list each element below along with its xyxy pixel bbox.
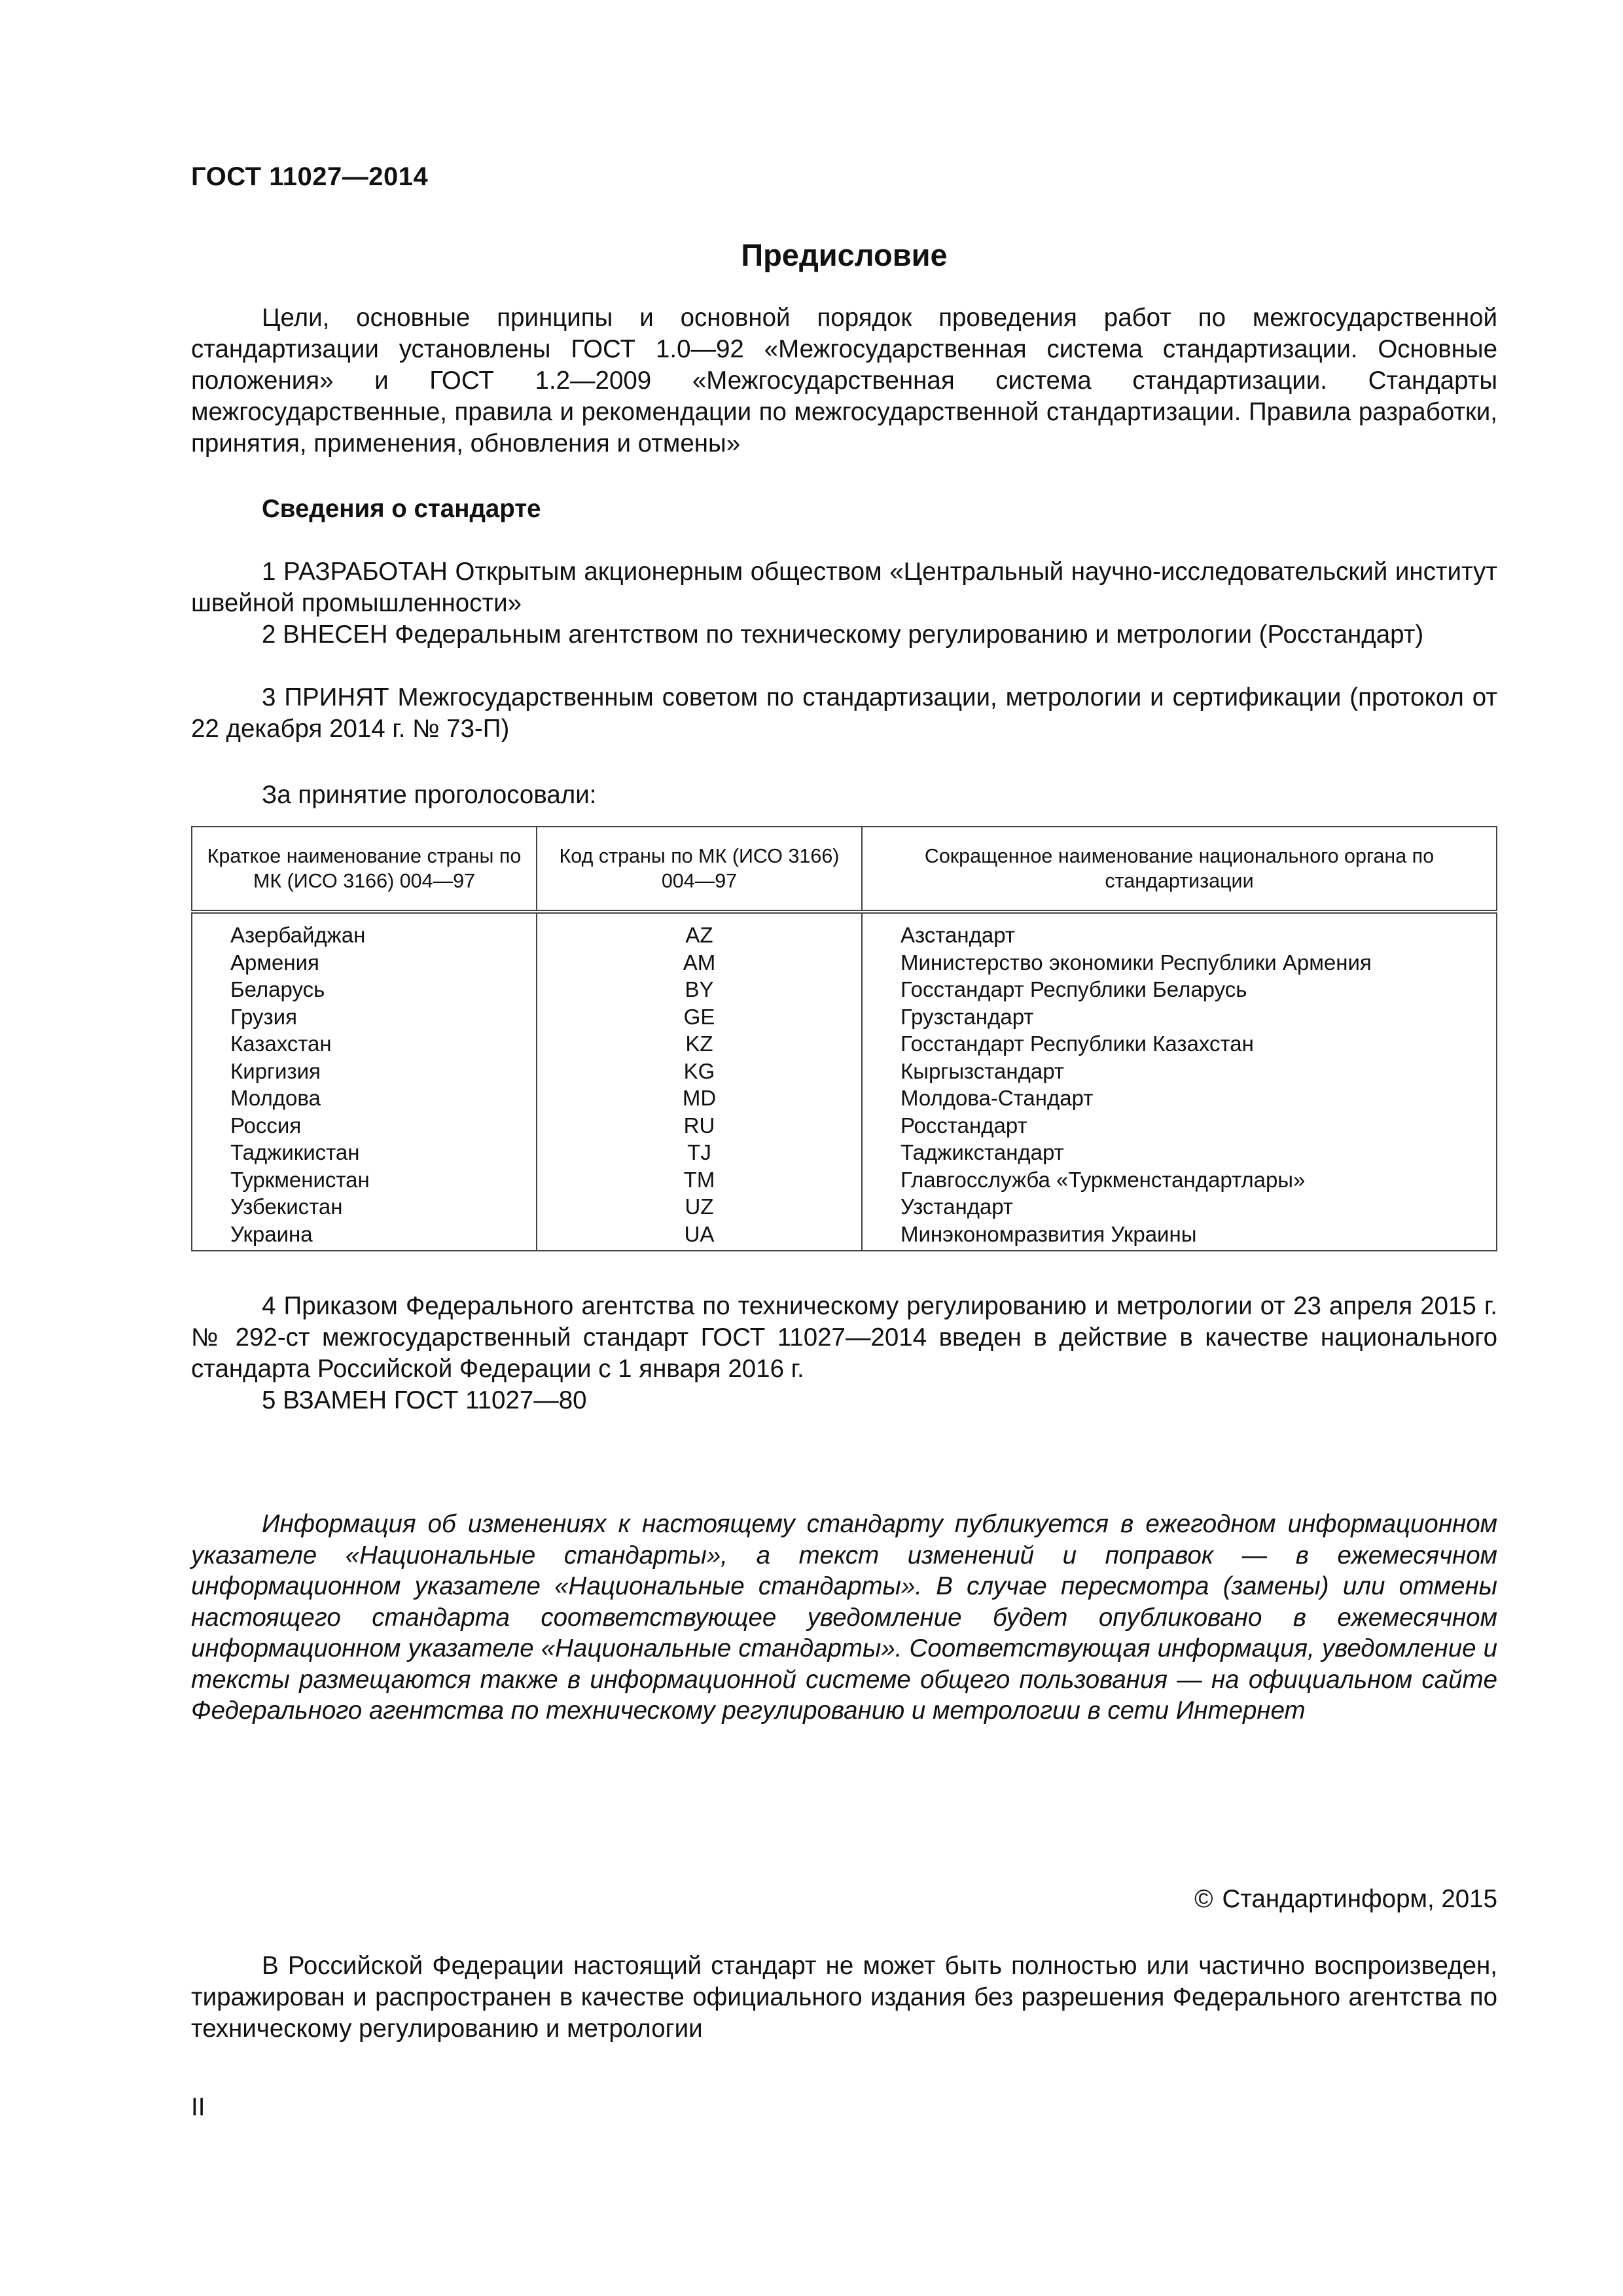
standards-body: Главгосслужба «Туркменстандартлары» — [862, 1166, 1497, 1194]
table-header-row — [192, 827, 1497, 912]
info-item-1: 1 РАЗРАБОТАН Открытым акционерным обществом «Центральный научно-исследовательский институт швейной промышленности» — [191, 558, 1497, 617]
info-item-3: 3 ПРИНЯТ Межгосударственным советом по стандартизации, метрологии и сертификации (протокол от 22 декабря 2014 г. № 73-П) — [191, 683, 1497, 743]
header-country: Краткое наименование страны по МК (ИСО 3166) 004—97 — [192, 827, 537, 912]
info-item-5: 5 ВЗАМЕН ГОСТ 11027—80 — [262, 1386, 587, 1414]
country-name: Узбекистан — [192, 1193, 537, 1221]
document-id: ГОСТ 11027—2014 — [191, 162, 429, 191]
info-item-2: 2 ВНЕСЕН Федеральным агентством по техническому регулированию и метрологии (Росстандарт) — [262, 620, 1424, 649]
table-row — [192, 1221, 1497, 1251]
country-code: TM — [537, 1166, 862, 1194]
header-code: Код страны по МК (ИСО 3166) 004—97 — [537, 827, 862, 912]
country-code: KG — [537, 1058, 862, 1085]
table-row — [192, 1139, 1497, 1166]
standards-body: Минэкономразвития Украины — [862, 1221, 1497, 1251]
country-code: GE — [537, 1003, 862, 1031]
copyright — [1194, 1885, 1497, 1914]
info-item-4: 4 Приказом Федерального агентства по техническому регулированию и метрологии от 23 апреля 2015 г. № 292-ст межгосударственный стандарт ГОСТ 11027—2014 введен в действие в качестве национального стандарта Российской Федерации с 1 января 2016 г. — [191, 1292, 1497, 1383]
copyright-text: Стандартинформ, 2015 — [1222, 1885, 1497, 1913]
country-code: AM — [537, 949, 862, 977]
standards-body: Кыргызстандарт — [862, 1058, 1497, 1085]
country-name: Украина — [192, 1221, 537, 1251]
page-title: Предисловие — [741, 238, 948, 272]
country-code: MD — [537, 1085, 862, 1112]
country-code: RU — [537, 1112, 862, 1139]
standards-body: Азстандарт — [862, 912, 1497, 949]
standards-body: Таджикстандарт — [862, 1139, 1497, 1166]
country-name: Беларусь — [192, 976, 537, 1003]
country-name: Казахстан — [192, 1030, 537, 1058]
page-number: II — [191, 2093, 205, 2121]
table-row — [192, 1166, 1497, 1194]
country-name: Грузия — [192, 1003, 537, 1031]
table-row — [192, 1112, 1497, 1139]
country-code: TJ — [537, 1139, 862, 1166]
standards-body: Грузстандарт — [862, 1003, 1497, 1031]
country-name: Россия — [192, 1112, 537, 1139]
country-name: Азербайджан — [192, 912, 537, 949]
standards-body: Узстандарт — [862, 1193, 1497, 1221]
info-heading: Сведения о стандарте — [262, 495, 541, 523]
table-row — [192, 949, 1497, 977]
table-row — [192, 1085, 1497, 1112]
voting-table — [191, 826, 1497, 1251]
header-org: Сокращенное наименование национального органа по стандартизации — [862, 827, 1497, 912]
standards-body: Госстандарт Республики Казахстан — [862, 1030, 1497, 1058]
table-row — [192, 1193, 1497, 1221]
country-code: AZ — [537, 912, 862, 949]
country-name: Туркменистан — [192, 1166, 537, 1194]
country-name: Армения — [192, 949, 537, 977]
standards-body: Госстандарт Республики Беларусь — [862, 976, 1497, 1003]
table-row — [192, 1030, 1497, 1058]
country-code: BY — [537, 976, 862, 1003]
country-code: UZ — [537, 1193, 862, 1221]
changes-notice: Информация об изменениях к настоящему стандарту публикуется в ежегодном информационном указателе «Национальные стандарты», а текст изменений и поправок — в ежемесячном информационном указателе «Национальные стандарты». В случае пересмотра (замены) или отмены настоящего стандарта соответствующее уведомление будет опубликовано в ежемесячном информационном указателе «Национальные стандарты». Соответствующая информация, уведомление и тексты размещаются также в информационной системе общего пользования — на официальном сайте Федерального агентства по техническому регулированию и метрологии в сети Интернет — [191, 1510, 1497, 1725]
country-name: Таджикистан — [192, 1139, 537, 1166]
voted-label: За принятие проголосовали: — [262, 781, 597, 809]
table-row — [192, 1058, 1497, 1085]
copyright-icon: © — [1194, 1885, 1213, 1913]
table-row — [192, 1003, 1497, 1031]
standards-body: Министерство экономики Республики Армения — [862, 949, 1497, 977]
standards-body: Молдова-Стандарт — [862, 1085, 1497, 1112]
table-row — [192, 976, 1497, 1003]
intro-paragraph: Цели, основные принципы и основной порядок проведения работ по межгосударственной стандартизации установлены ГОСТ 1.0—92 «Межгосударственная система стандартизации. Основные положения» и ГОСТ 1.2—2009 «Межгосударственная система стандартизации. Стандарты межгосударственные, правила и рекомендации по межгосударственной стандартизации. Правила разработки, принятия, применения, обновления и отмены» — [191, 304, 1497, 457]
standards-body: Росстандарт — [862, 1112, 1497, 1139]
country-code: KZ — [537, 1030, 862, 1058]
country-name: Киргизия — [192, 1058, 537, 1085]
reproduction-notice: В Российской Федерации настоящий стандарт не может быть полностью или частично воспроизведен, тиражирован и распространен в качестве официального издания без разрешения Федерального агентства по техническому регулированию и метрологии — [191, 1952, 1497, 2043]
table-row — [192, 912, 1497, 949]
country-code: UA — [537, 1221, 862, 1251]
country-name: Молдова — [192, 1085, 537, 1112]
